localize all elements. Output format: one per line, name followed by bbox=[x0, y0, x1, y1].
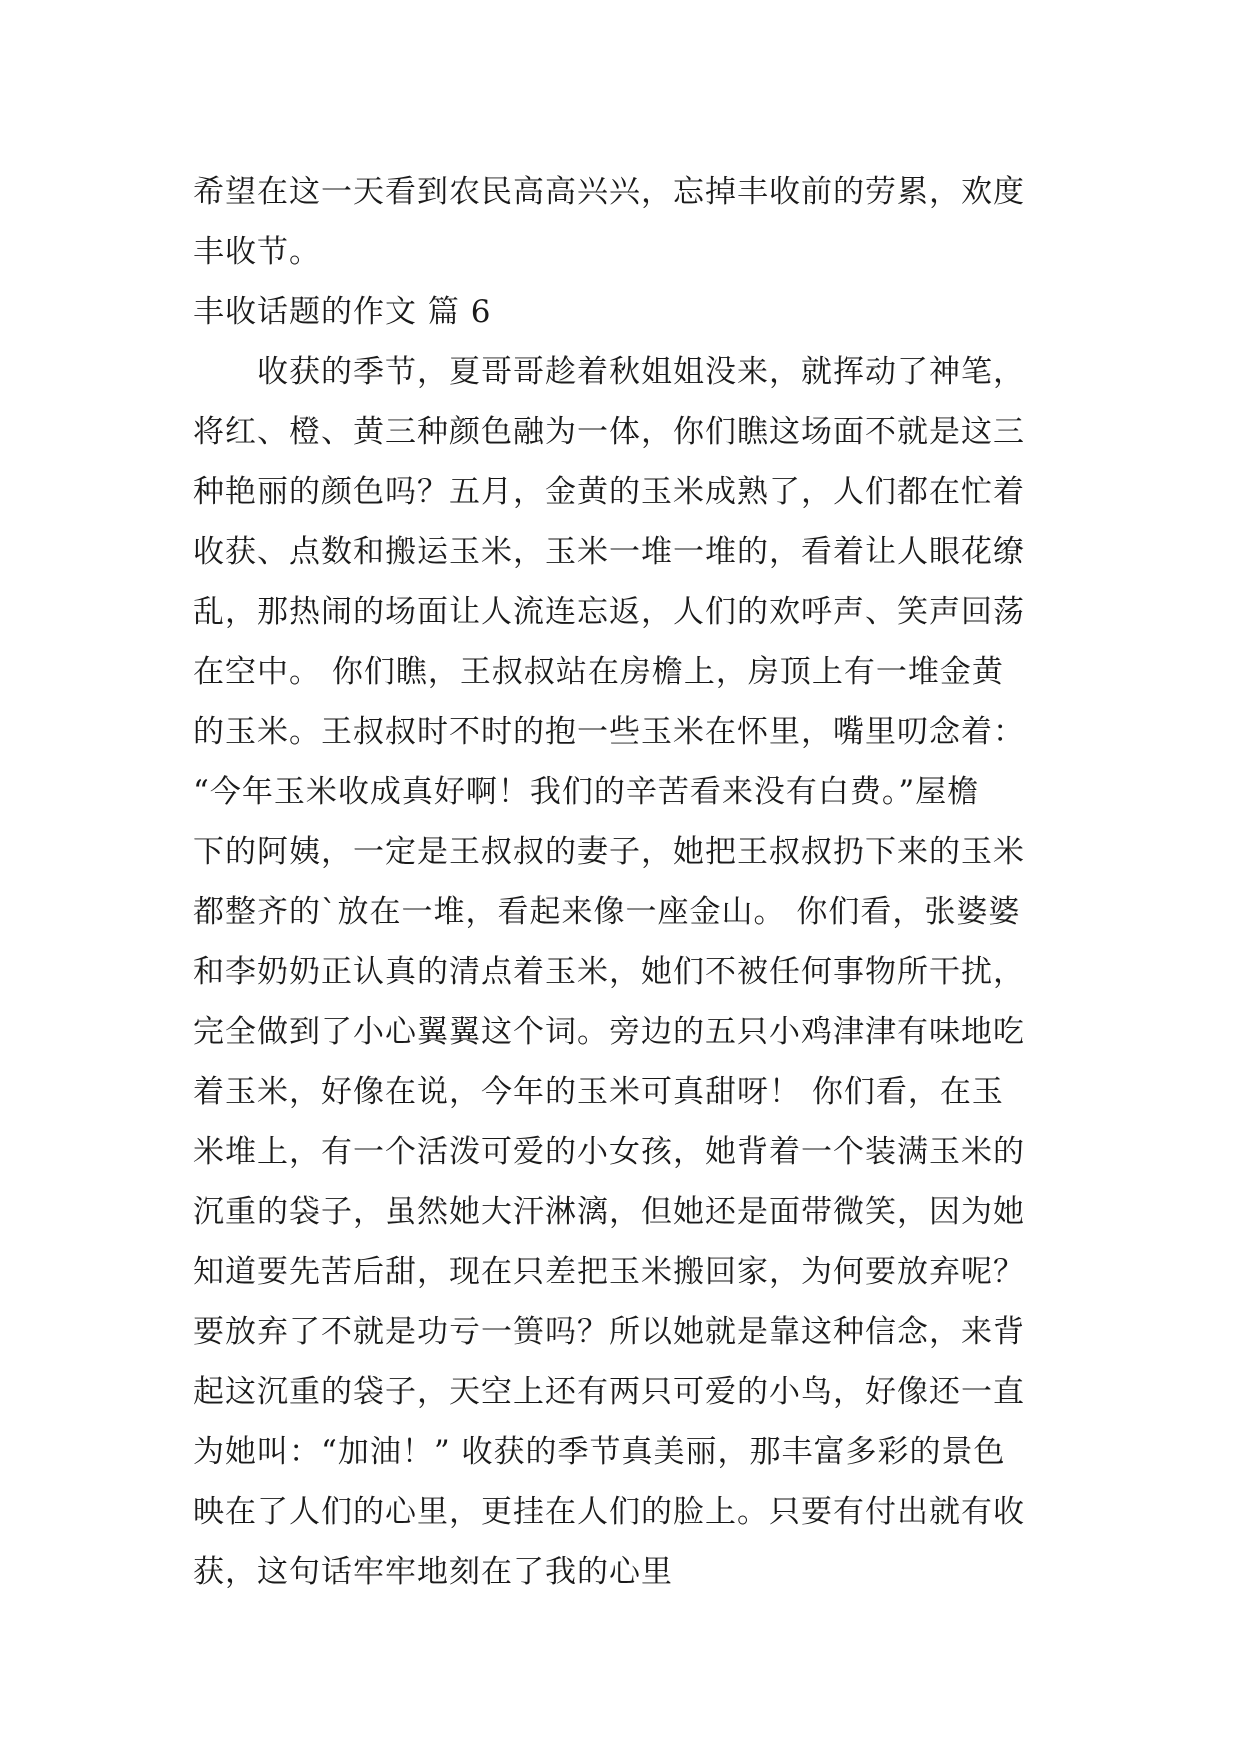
body-line: 为她叫：“加油！” 收获的季节真美丽，那丰富多彩的景色 bbox=[193, 1434, 1006, 1470]
body-line: 乱，那热闹的场面让人流连忘返，人们的欢呼声、笑声回荡 bbox=[193, 594, 1025, 630]
body-line: 米堆上，有一个活泼可爱的小女孩，她背着一个装满玉米的 bbox=[193, 1134, 1025, 1170]
body-line: 收获的季节，夏哥哥趁着秋姐姐没来，就挥动了神笔， bbox=[193, 354, 1025, 390]
body-line: 知道要先苦后甜，现在只差把玉米搬回家，为何要放弃呢？ bbox=[193, 1254, 1025, 1290]
body-line: 获，这句话牢牢地刻在了我的心里 bbox=[193, 1554, 673, 1590]
body-line: 都整齐的`放在一堆，看起来像一座金山。 你们看，张婆婆 bbox=[193, 894, 1021, 930]
body-line: 在空中。 你们瞧，王叔叔站在房檐上，房顶上有一堆金黄 bbox=[193, 654, 1004, 690]
body-line: 将红、橙、黄三种颜色融为一体，你们瞧这场面不就是这三 bbox=[193, 414, 1025, 450]
body-line: 收获、点数和搬运玉米，玉米一堆一堆的，看着让人眼花缭 bbox=[193, 534, 1025, 570]
body-line: 起这沉重的袋子，天空上还有两只可爱的小鸟，好像还一直 bbox=[193, 1374, 1025, 1410]
intro-line-1: 希望在这一天看到农民高高兴兴，忘掉丰收前的劳累，欢度 bbox=[193, 174, 1025, 210]
body-line: 和李奶奶正认真的清点着玉米，她们不被任何事物所干扰， bbox=[193, 954, 1025, 990]
body-line: 要放弃了不就是功亏一篑吗？所以她就是靠这种信念，来背 bbox=[193, 1314, 1025, 1350]
body-line: 着玉米，好像在说，今年的玉米可真甜呀！ 你们看，在玉 bbox=[193, 1074, 1004, 1110]
body-line: 种艳丽的颜色吗？五月，金黄的玉米成熟了，人们都在忙着 bbox=[193, 474, 1025, 510]
section-title: 丰收话题的作文 篇 6 bbox=[193, 294, 492, 330]
body-line: “今年玉米收成真好啊！我们的辛苦看来没有白费。”屋檐 bbox=[193, 774, 980, 810]
body-line: 完全做到了小心翼翼这个词。旁边的五只小鸡津津有味地吃 bbox=[193, 1014, 1025, 1050]
document-body bbox=[193, 162, 1093, 1602]
intro-line-2: 丰收节。 bbox=[193, 234, 321, 270]
body-line: 沉重的袋子，虽然她大汗淋漓，但她还是面带微笑，因为她 bbox=[193, 1194, 1025, 1230]
body-line: 映在了人们的心里，更挂在人们的脸上。只要有付出就有收 bbox=[193, 1494, 1025, 1530]
body-line: 下的阿姨，一定是王叔叔的妻子，她把王叔叔扔下来的玉米 bbox=[193, 834, 1025, 870]
body-line: 的玉米。王叔叔时不时的抱一些玉米在怀里，嘴里叨念着： bbox=[193, 714, 1025, 750]
